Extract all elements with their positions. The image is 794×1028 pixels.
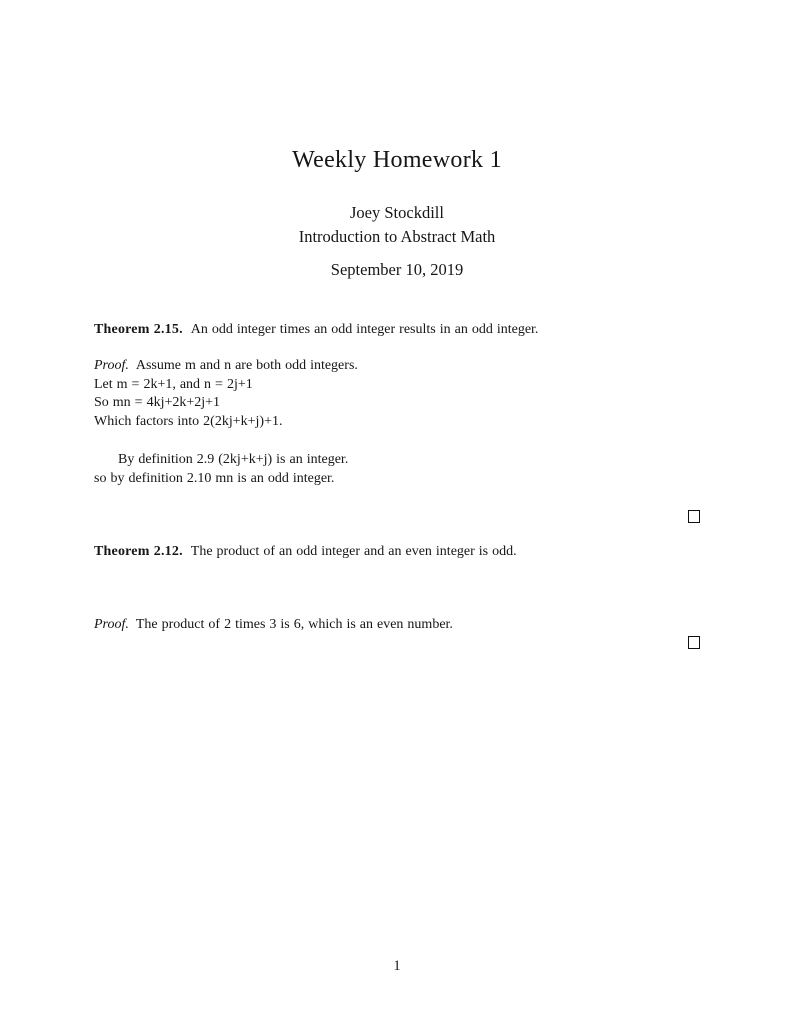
qed-tombstone-icon: [688, 510, 700, 523]
proof-2-paragraph: [94, 616, 706, 635]
date-line: September 10, 2019: [330, 260, 464, 279]
proof-1-intro-line: [94, 357, 706, 376]
author-name: Joey Stockdill: [350, 203, 444, 222]
theorem-2-12-head: Theorem 2.12.: [94, 544, 183, 559]
proof-1-label: Proof.: [94, 358, 129, 373]
proof-1-paragraph-1: [94, 357, 706, 431]
theorem-2-12: [94, 543, 706, 562]
proof-2-label: Proof.: [94, 617, 129, 632]
proof-1-paragraph-2: [94, 451, 706, 488]
theorem-2-15-head: Theorem 2.15.: [94, 322, 183, 337]
proof-1-intro: Assume m and n are both odd integers.: [135, 358, 358, 373]
proof-1-step-2: So mn = 4kj+2k+2j+1: [94, 395, 221, 411]
proof-2-body: The product of 2 times 3 is 6, which is an even number.: [135, 617, 453, 632]
course-name: Introduction to Abstract Math: [298, 227, 496, 246]
byline-block: [0, 201, 794, 249]
qed-tombstone-icon: [688, 636, 700, 649]
proof-1-step-3: Which factors into 2(2kj+k+j)+1.: [94, 413, 283, 429]
theorem-2-15: [94, 321, 706, 340]
page-number: 1: [393, 958, 401, 974]
proof-1-conclusion-2: so by definition 2.10 mn is an odd integer.: [94, 470, 335, 486]
theorem-2-15-statement: An odd integer times an odd integer results in an odd integer.: [190, 322, 539, 337]
proof-1-conclusion-1: By definition 2.9 (2kj+k+j) is an integer.: [118, 452, 349, 467]
proof-1-step-1: Let m = 2k+1, and n = 2j+1: [94, 376, 253, 392]
page-title: Weekly Homework 1: [292, 147, 502, 173]
theorem-2-12-statement: The product of an odd integer and an even integer is odd.: [190, 544, 517, 559]
